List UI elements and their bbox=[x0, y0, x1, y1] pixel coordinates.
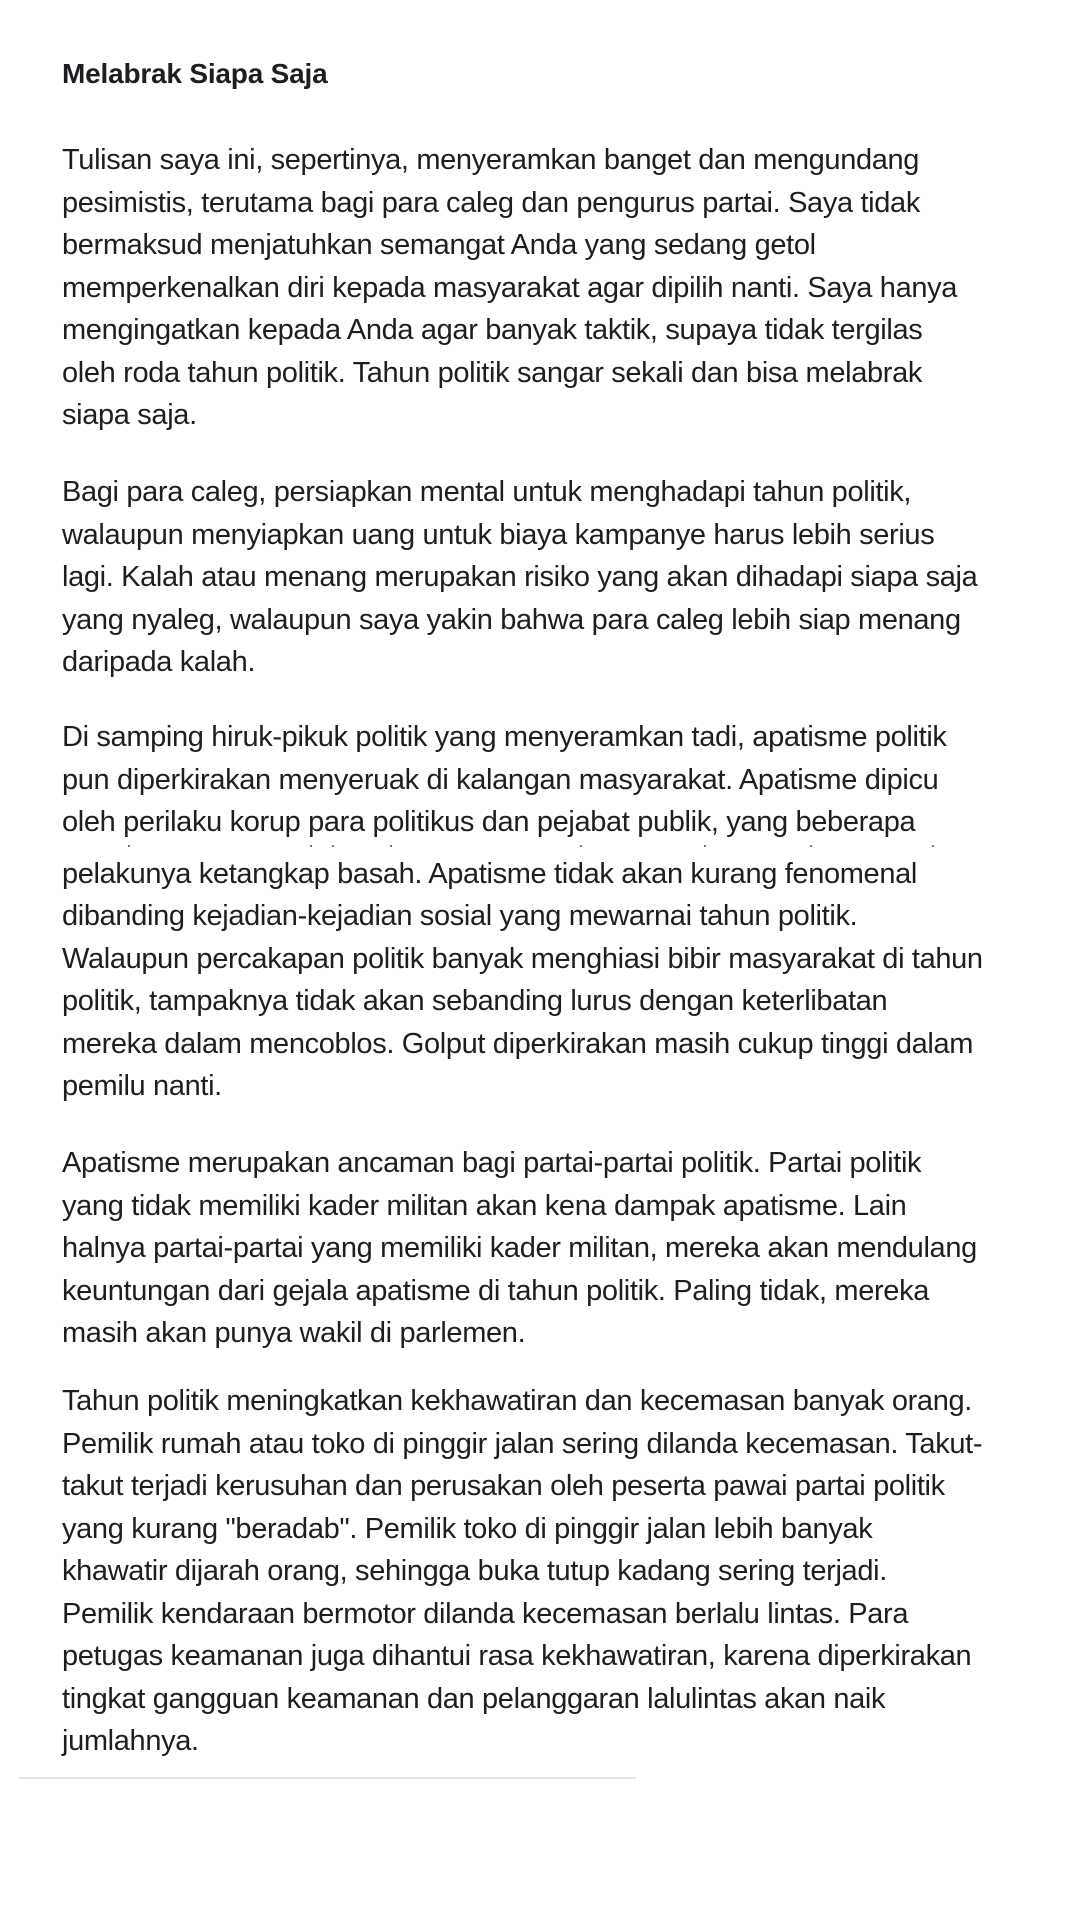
paragraph-line: yang kurang "beradab". Pemilik toko di pinggir jalan lebih banyak bbox=[62, 1512, 873, 1545]
paragraph-4 bbox=[62, 1142, 977, 1355]
paragraph-line: mengingatkan kepada Anda agar banyak taktik, supaya tidak tergilas bbox=[62, 314, 923, 346]
paragraph-line: yang nyaleg, walaupun saya yakin bahwa para caleg lebih siap menang bbox=[62, 603, 961, 636]
seam-dot bbox=[810, 845, 812, 847]
paragraph-line: lagi. Kalah atau menang merupakan risiko yang akan dihadapi siapa saja bbox=[62, 561, 978, 593]
paragraph-5 bbox=[62, 1380, 982, 1763]
paragraph-line: Pemilik rumah atau toko di pinggir jalan sering dilanda kecemasan. Takut- bbox=[62, 1427, 983, 1460]
seam-dot bbox=[310, 845, 312, 847]
paragraph-line: halnya partai-partai yang memiliki kader militan, mereka akan mendulang bbox=[62, 1232, 977, 1264]
paragraph-line: masih akan punya wakil di parlemen. bbox=[62, 1317, 526, 1349]
paragraph-line: mereka dalam mencoblos. Golput diperkirakan masih cukup tinggi dalam bbox=[62, 1027, 974, 1060]
paragraph-line: Walaupun percakapan politik banyak menghiasi bibir masyarakat di tahun bbox=[62, 942, 983, 975]
render-seam bbox=[62, 844, 983, 853]
paragraph-line: petugas keamanan juga dihantui rasa kekhawatiran, karena diperkirakan bbox=[62, 1640, 972, 1672]
paragraph-3 bbox=[62, 716, 983, 1108]
paragraph-line: takut terjadi kerusuhan dan perusakan oleh peserta pawai partai politik bbox=[62, 1470, 945, 1502]
paragraph-line: Pemilik kendaraan bermotor dilanda kecemasan berlalu lintas. Para bbox=[62, 1597, 909, 1630]
paragraph-line: daripada kalah. bbox=[62, 646, 256, 678]
seam-dot bbox=[390, 845, 392, 847]
post-divider bbox=[19, 1777, 636, 1779]
paragraph-line: jumlahnya. bbox=[62, 1725, 199, 1757]
paragraph-line: pemilu nanti. bbox=[62, 1070, 222, 1102]
paragraph-line: keuntungan dari gejala apatisme di tahun politik. Paling tidak, mereka bbox=[62, 1274, 929, 1307]
paragraph-line: khawatir dijarah orang, sehingga buka tutup kadang sering terjadi. bbox=[62, 1555, 887, 1587]
paragraph-line: bermaksud menjatuhkan semangat Anda yang sedang getol bbox=[62, 229, 816, 261]
paragraph-line: oleh roda tahun politik. Tahun politik sangar sekali dan bisa melabrak bbox=[62, 356, 923, 389]
paragraph-line: politik, tampaknya tidak akan sebanding lurus dengan keterlibatan bbox=[62, 985, 888, 1017]
paragraph-line: Bagi para caleg, persiapkan mental untuk menghadapi tahun politik, bbox=[62, 476, 912, 508]
seam-dot bbox=[332, 845, 334, 847]
paragraph-line: pun diperkirakan menyeruak di kalangan masyarakat. Apatisme dipicu bbox=[62, 763, 939, 796]
seam-dot bbox=[932, 845, 934, 847]
paragraph-2 bbox=[62, 471, 977, 684]
paragraph-1 bbox=[62, 139, 957, 437]
paragraph-line: tingkat gangguan keamanan dan pelanggaran lalulintas akan naik bbox=[62, 1682, 886, 1715]
paragraph-line: pelakunya ketangkap basah. Apatisme tidak akan kurang fenomenal bbox=[62, 857, 917, 890]
paragraph-line: siapa saja. bbox=[62, 399, 197, 431]
paragraph-line: dibanding kejadian-kejadian sosial yang mewarnai tahun politik. bbox=[62, 900, 858, 932]
paragraph-line: yang tidak memiliki kader militan akan kena dampak apatisme. Lain bbox=[62, 1189, 907, 1222]
paragraph-line: walaupun menyiapkan uang untuk biaya kampanye harus lebih serius bbox=[62, 518, 935, 551]
paragraph-line: Di samping hiruk-pikuk politik yang menyeramkan tadi, apatisme politik bbox=[62, 721, 947, 753]
seam-dot bbox=[128, 845, 130, 847]
post-title: Melabrak Siapa Saja bbox=[62, 58, 328, 89]
paragraph-line: Tulisan saya ini, sepertinya, menyeramkan banget dan mengundang bbox=[62, 144, 920, 176]
paragraph-line: oleh perilaku korup para politikus dan pejabat publik, yang beberapa bbox=[62, 806, 916, 838]
paragraph-line: pesimistis, terutama bagi para caleg dan pengurus partai. Saya tidak bbox=[62, 186, 920, 219]
paragraph-line: Apatisme merupakan ancaman bagi partai-partai politik. Partai politik bbox=[62, 1147, 922, 1179]
seam-dot bbox=[580, 845, 582, 847]
seam-dot bbox=[704, 845, 706, 847]
paragraph-line: memperkenalkan diri kepada masyarakat agar dipilih nanti. Saya hanya bbox=[62, 271, 958, 304]
paragraph-line: Tahun politik meningkatkan kekhawatiran dan kecemasan banyak orang. bbox=[62, 1385, 972, 1417]
